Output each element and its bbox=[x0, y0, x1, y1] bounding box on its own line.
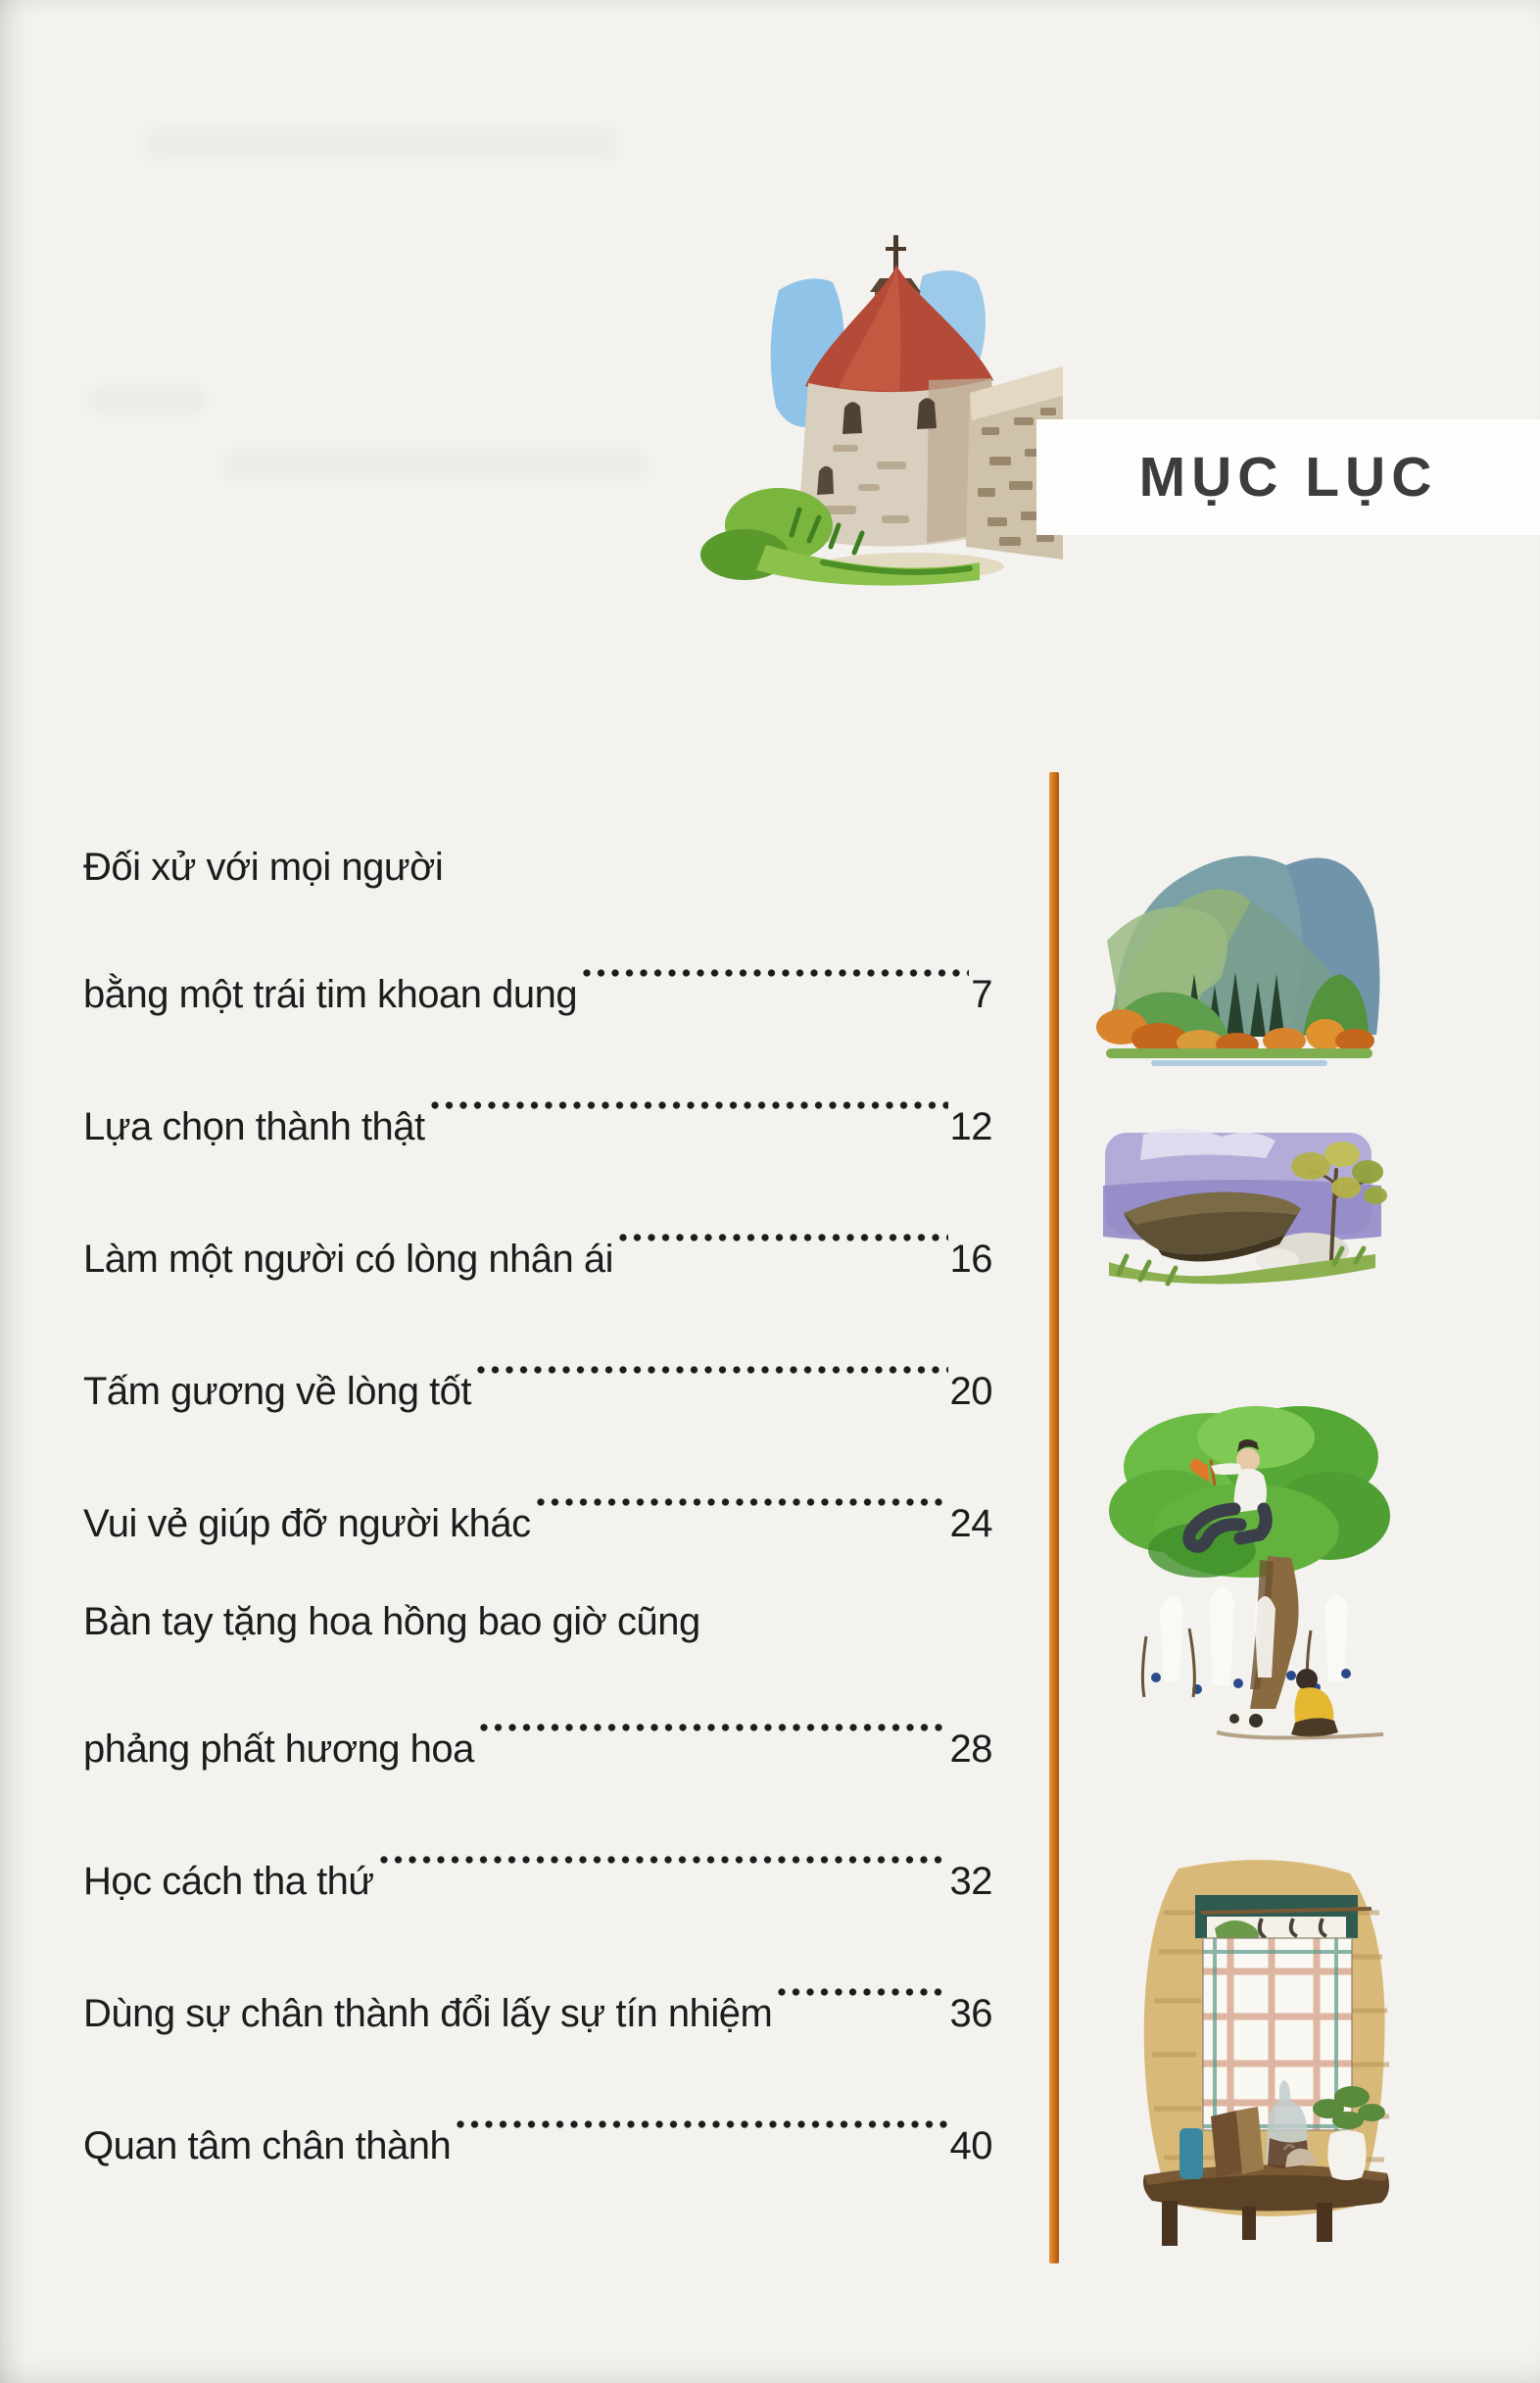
bleed-through-smudge bbox=[88, 387, 206, 413]
page-number: 7 bbox=[971, 973, 992, 1016]
dotted-leader bbox=[616, 1179, 947, 1272]
toc-entry-title: bằng một trái tim khoan dung bbox=[83, 973, 578, 1016]
toc-entry bbox=[83, 1801, 992, 1903]
page-title: MỤC LỤC bbox=[1138, 446, 1438, 509]
dotted-leader bbox=[477, 1669, 948, 1762]
castle-tower-illustration bbox=[676, 221, 1063, 604]
toc-entry-title: Dùng sự chân thành đổi lấy sự tín nhiệm bbox=[83, 1992, 773, 2035]
toc-line bbox=[83, 1933, 992, 2035]
dotted-leader bbox=[377, 1801, 948, 1894]
dotted-leader bbox=[580, 914, 969, 1007]
page-number: 36 bbox=[949, 1992, 992, 2035]
toc-entry-title: Vui vẻ giúp đỡ người khác bbox=[83, 1502, 531, 1545]
toc-entry-title: phảng phất hương hoa bbox=[83, 1727, 474, 1771]
toc-entry bbox=[83, 1046, 992, 1148]
toc-line bbox=[83, 1669, 992, 1771]
vertical-divider bbox=[1049, 772, 1059, 2263]
toc-line bbox=[83, 2066, 992, 2167]
toc-line bbox=[83, 821, 992, 914]
toc-entry bbox=[83, 1179, 992, 1281]
page-number: 16 bbox=[949, 1238, 992, 1281]
page-number: 20 bbox=[949, 1370, 992, 1413]
toc-entry bbox=[83, 1933, 992, 2035]
page-number: 32 bbox=[949, 1860, 992, 1903]
toc-entry bbox=[83, 2066, 992, 2167]
toc-entry-title: Lựa chọn thành thật bbox=[83, 1105, 425, 1148]
toc-entry bbox=[83, 1443, 992, 1545]
toc-line bbox=[83, 914, 992, 1016]
toc-entry-title: Học cách tha thứ bbox=[83, 1860, 374, 1903]
toc-line bbox=[83, 1179, 992, 1281]
tree-with-people-illustration bbox=[1099, 1384, 1398, 1751]
page-number: 12 bbox=[949, 1105, 992, 1148]
toc-entry-title: Quan tâm chân thành bbox=[83, 2124, 452, 2167]
window-shelf-illustration bbox=[1125, 1844, 1411, 2251]
toc-entry-title: Làm một người có lòng nhân ái bbox=[83, 1238, 614, 1281]
dotted-leader bbox=[428, 1046, 948, 1140]
toc-entry bbox=[83, 1311, 992, 1413]
toc-entry bbox=[83, 1576, 992, 1771]
dotted-leader bbox=[534, 1443, 948, 1536]
title-band bbox=[1036, 419, 1540, 535]
toc-line bbox=[83, 1046, 992, 1148]
page-number: 24 bbox=[949, 1502, 992, 1545]
bleed-through-smudge bbox=[147, 127, 617, 161]
toc-entry bbox=[83, 821, 992, 1016]
mountain-forest-illustration bbox=[1092, 792, 1386, 1076]
page-number: 40 bbox=[949, 2124, 992, 2167]
boat-on-shore-illustration bbox=[1089, 1115, 1395, 1319]
toc-line bbox=[83, 1576, 992, 1669]
toc-entry-title: Tấm gương về lòng tốt bbox=[83, 1370, 472, 1413]
page-number: 28 bbox=[949, 1727, 992, 1771]
toc-entry-title: Bàn tay tặng hoa hồng bao giờ cũng bbox=[83, 1600, 700, 1643]
dotted-leader bbox=[775, 1933, 947, 2026]
toc-list bbox=[83, 821, 992, 2198]
toc-line bbox=[83, 1801, 992, 1903]
bleed-through-smudge bbox=[225, 451, 647, 480]
toc-line bbox=[83, 1311, 992, 1413]
dotted-leader bbox=[454, 2066, 947, 2159]
toc-entry-title: Đối xử với mọi người bbox=[83, 846, 444, 889]
dotted-leader bbox=[474, 1311, 947, 1404]
toc-line bbox=[83, 1443, 992, 1545]
